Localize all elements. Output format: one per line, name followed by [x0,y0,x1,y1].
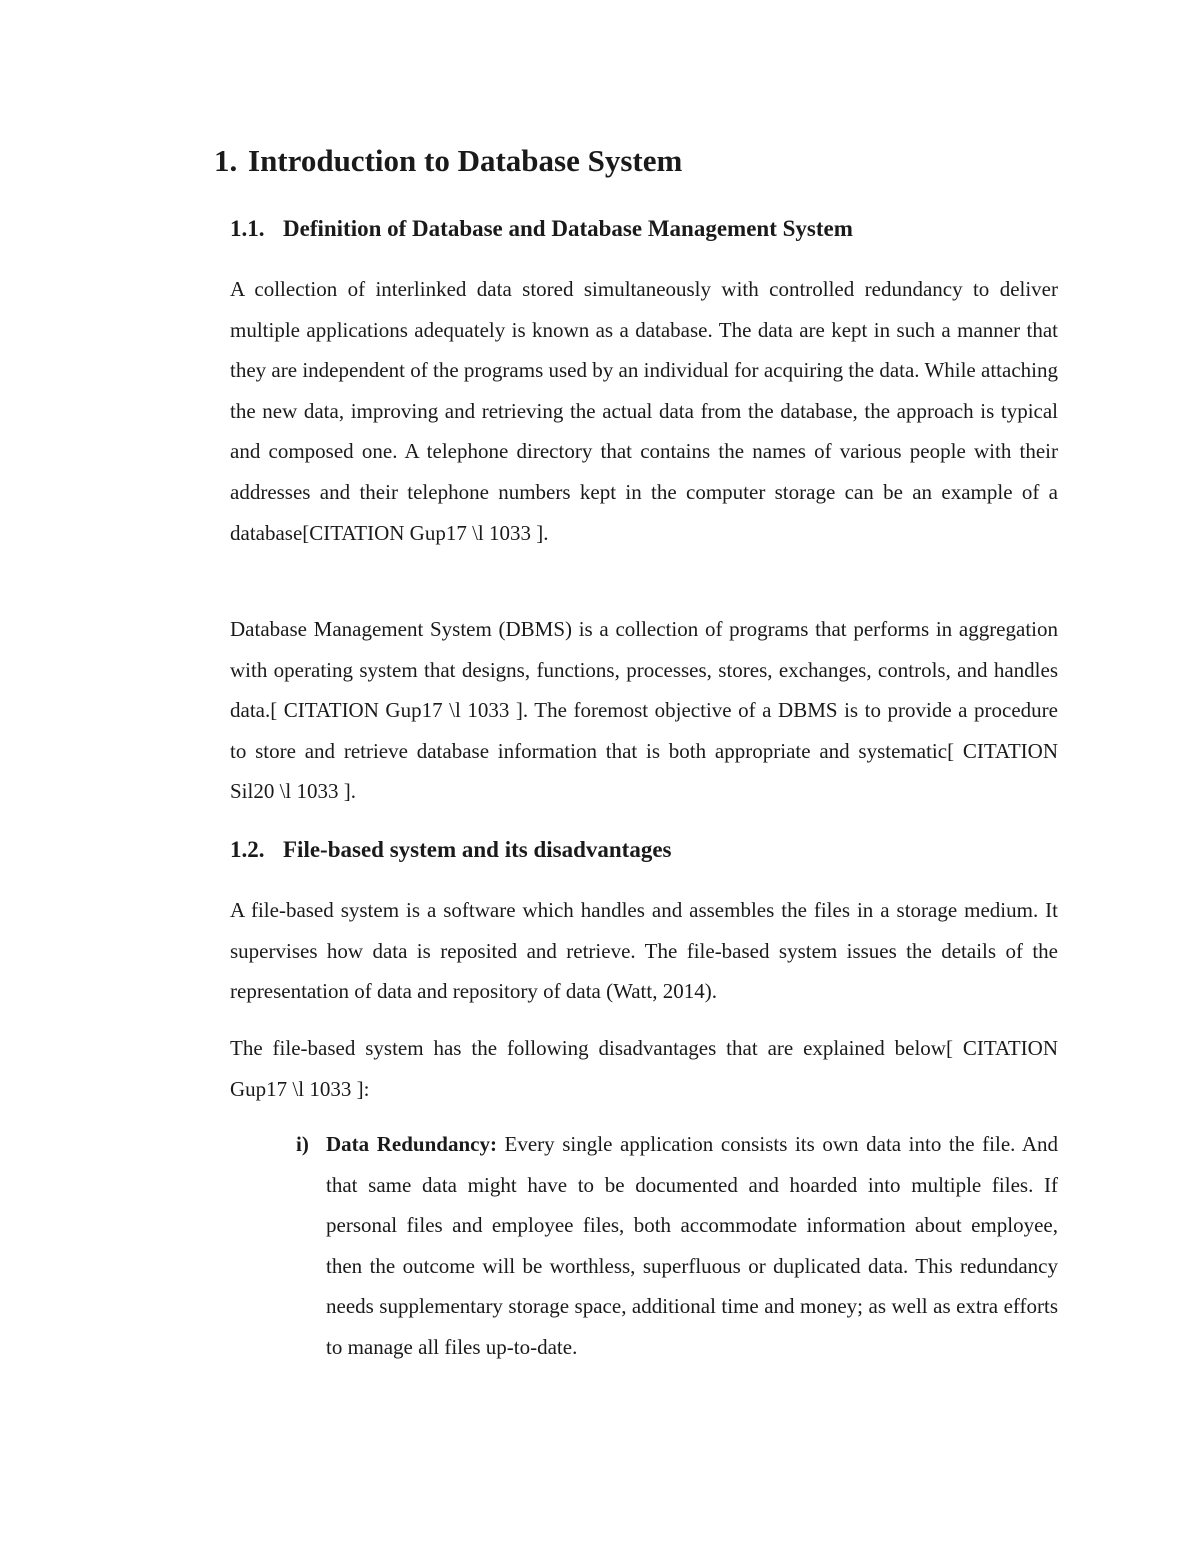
section-heading-1-2 [230,834,1060,866]
section-number: 1.1. [230,216,265,241]
chapter-title: Introduction to Database System [248,143,683,178]
list-item-text: Every single application consists its own data into the file. And that same data might have to be documented and hoarded into multiple files. If personal files and employee files, both accommodate information about employee, then the outcome will be worthless, superfluous or duplicated data. This redundancy needs supplementary storage space, additional time and money; as well as extra efforts to manage all files up-to-date. [326,1132,1058,1359]
section-title: File-based system and its disadvantages [283,837,672,862]
chapter-number: 1. [214,143,238,178]
paragraph-file-based-system: A file-based system is a software which handles and assembles the files in a storage medium. It supervises how data is reposited and retrieve. The file-based system issues the details of the representation of data and repository of data (Watt, 2014). [230,898,1058,1004]
list-item-term: Data Redundancy: [326,1132,497,1156]
paragraph-dbms-definition: Database Management System (DBMS) is a collection of programs that performs in aggregation with operating system that designs, functions, processes, stores, exchanges, controls, and handles data.[ CITATION Gup17 \l 1033 ]. The foremost objective of a DBMS is to provide a procedure to store and retrieve database information that is both appropriate and systematic[ CITATION Sil20 \l 1033 ]. [230,617,1058,804]
list-marker: i) [296,1132,309,1156]
list-item-body [326,1124,1058,1368]
section-number: 1.2. [230,837,265,862]
chapter-heading [214,141,1014,181]
section-title: Definition of Database and Database Management System [283,216,853,241]
section-heading-1-1 [230,213,1060,245]
paragraph-database-definition: A collection of interlinked data stored simultaneously with controlled redundancy to deliver multiple applications adequately is known as a database. The data are kept in such a manner that they are independent of the programs used by an individual for acquiring the data. While attaching the new data, improving and retrieving the actual data from the database, the approach is typical and composed one. A telephone directory that contains the names of various people with their addresses and their telephone numbers kept in the computer storage can be an example of a database[CITATION Gup17 \l 1033 ]. [230,277,1058,545]
paragraph-disadvantages-intro: The file-based system has the following disadvantages that are explained below[ CITATION Gup17 \l 1033 ]: [230,1036,1058,1101]
